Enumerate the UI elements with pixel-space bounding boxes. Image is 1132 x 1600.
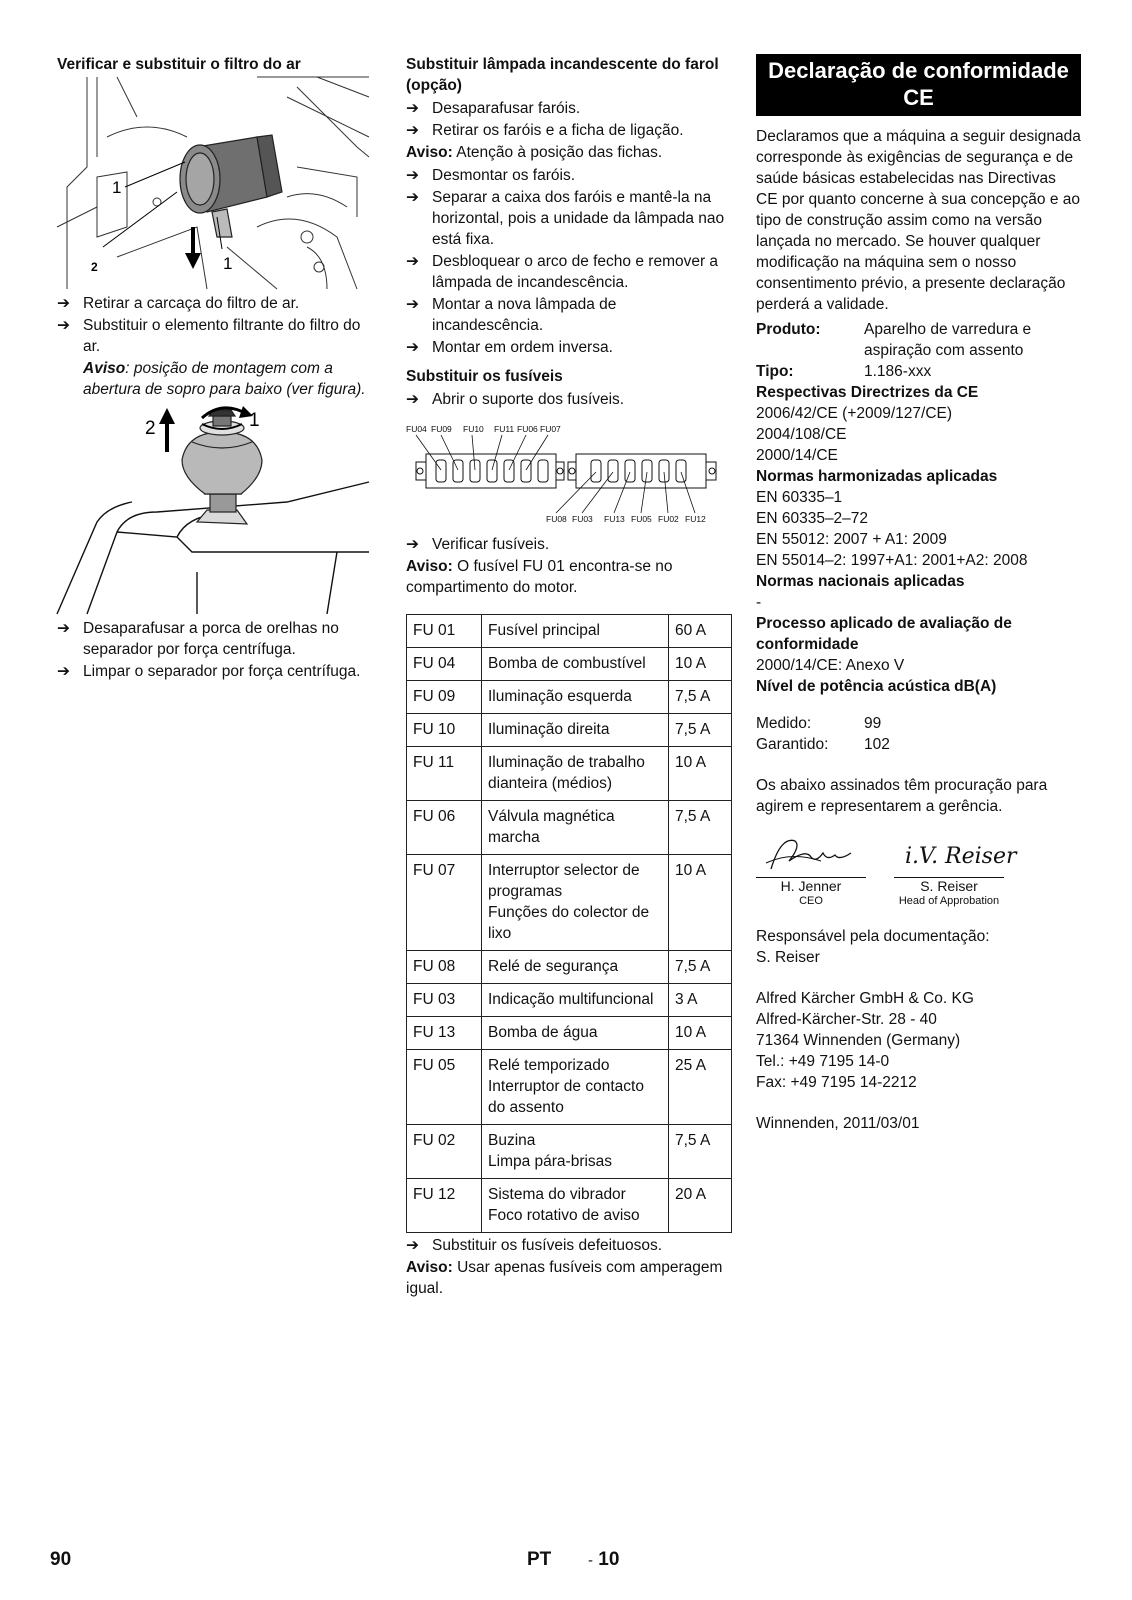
step-reassemble: ➔ Montar em ordem inversa. — [406, 339, 613, 356]
signature-reiser — [894, 831, 1017, 908]
step-dismount-headlights: ➔ Desmontar os faróis. — [406, 167, 575, 184]
arrow-right-icon: ➔ — [406, 167, 419, 184]
fuse-amperage: 7,5 A — [669, 1125, 732, 1179]
air-filter-heading: Verificar e substituir o filtro do ar — [57, 56, 301, 73]
signer1-role: CEO — [799, 895, 823, 907]
fuse-row — [407, 615, 732, 648]
product-label: Produto: — [756, 321, 821, 338]
step-replace-defective-fuses: ➔ Substituir os fusíveis defeituosos. — [406, 1237, 663, 1254]
fig1-label-1a: 1 — [112, 178, 122, 197]
fuse-description-line: Iluminação esquerda — [488, 688, 632, 705]
fuse-id: FU 09 — [407, 681, 482, 714]
measured-label: Medido: — [756, 715, 812, 732]
arrow-right-icon: ➔ — [57, 663, 70, 680]
fuse-id: FU 02 — [407, 1125, 482, 1179]
fuse-label-top-4: FU06 — [517, 424, 538, 434]
step-open-fuse-holder: ➔ Abrir o suporte dos fusíveis. — [406, 391, 625, 408]
arrow-right-icon: ➔ — [57, 317, 70, 334]
fuse-description-line: Iluminação direita — [488, 721, 610, 738]
fig1-label-2: 2 — [91, 260, 98, 274]
signature-jenner — [756, 831, 866, 908]
fuse-label-bottom-0: FU08 — [546, 514, 567, 524]
fuse-amperage: 3 A — [669, 984, 732, 1017]
directive-item: 2004/108/CE — [756, 426, 847, 443]
fuse-id: FU 12 — [407, 1179, 482, 1233]
documentation-name: S. Reiser — [756, 949, 820, 966]
signers-text: Os abaixo assinados têm procuração para agirem e representarem a gerência. — [756, 777, 1048, 815]
air-filter-figure — [57, 77, 369, 289]
type-row — [756, 361, 1081, 382]
arrow-right-icon: ➔ — [406, 391, 419, 408]
fuse-description — [482, 801, 669, 855]
language-code: PT — [527, 1549, 552, 1570]
fuse-table — [406, 614, 732, 1233]
fuse-description-line: Indicação multifuncional — [488, 991, 654, 1008]
step-unscrew-wing-nut: ➔ Desaparafusar a porca de orelhas no separador por força centrífuga. — [57, 620, 339, 658]
fuse-description-line: Iluminação de trabalho dianteira (médios) — [488, 754, 645, 792]
fuse-amperage: 7,5 A — [669, 801, 732, 855]
fuse-id: FU 07 — [407, 855, 482, 951]
headlamp-heading: Substituir lâmpada incandescente do farol (opção) — [406, 56, 719, 94]
address-line: Tel.: +49 7195 14-0 — [756, 1053, 890, 1070]
fuse-description-line: Válvula magnética marcha — [488, 808, 615, 846]
fuse-id: FU 04 — [407, 648, 482, 681]
step-unscrew-headlights: ➔ Desaparafusar faróis. — [406, 100, 581, 117]
process-value: 2000/14/CE: Anexo V — [756, 657, 905, 674]
signer2-role: Head of Approbation — [898, 895, 1000, 907]
fuse-label-top-5: FU07 — [540, 424, 561, 434]
fuse-description-line: Bomba de combustível — [488, 655, 646, 672]
fuse-id: FU 05 — [407, 1050, 482, 1125]
directives-heading: Respectivas Directrizes da CE — [756, 384, 979, 401]
fuse-label-bottom-5: FU12 — [685, 514, 706, 524]
page-number: 90 — [50, 1549, 72, 1570]
fuse-id: FU 08 — [407, 951, 482, 984]
guaranteed-value: 102 — [864, 736, 890, 753]
svg-text:i.V. Reiser: i.V. Reiser — [905, 844, 1017, 869]
fuse-amperage: 60 A — [669, 615, 732, 648]
guaranteed-row — [756, 734, 1081, 755]
fuse-amperage: 10 A — [669, 855, 732, 951]
fuse-description-line: Relé de segurança — [488, 958, 619, 975]
page-footer — [0, 1549, 1132, 1579]
jenner-signature-scribble — [761, 831, 861, 873]
arrow-right-icon: ➔ — [406, 189, 419, 206]
fuse-description-line: Buzina — [488, 1132, 536, 1149]
fuse-id: FU 06 — [407, 801, 482, 855]
fuse-description-line: Sistema do vibrador — [488, 1186, 626, 1203]
fuse-description — [482, 1017, 669, 1050]
fuse-amperage: 7,5 A — [669, 951, 732, 984]
fuse-label-bottom-3: FU05 — [631, 514, 652, 524]
fuse-description-line: Relé temporizado — [488, 1057, 610, 1074]
signer1-name: H. Jenner — [756, 877, 866, 894]
fuse-row — [407, 951, 732, 984]
arrow-right-icon: ➔ — [406, 536, 419, 553]
separator-figure — [57, 402, 369, 614]
product-value: Aparelho de varredura e aspiração com assento — [864, 321, 1032, 359]
guaranteed-label: Garantido: — [756, 736, 829, 753]
fuse-description-line: Bomba de água — [488, 1024, 598, 1041]
amperage-note: Aviso: Usar apenas fusíveis com amperagem igual. — [406, 1259, 723, 1297]
fuse-row — [407, 1125, 732, 1179]
fuse-description-line: Limpa pára-brisas — [488, 1153, 613, 1170]
fuse-row — [407, 1179, 732, 1233]
arrow-right-icon: ➔ — [406, 339, 419, 356]
national-value: - — [756, 594, 762, 611]
declaration-title: Declaração de conformidade CE — [756, 54, 1081, 116]
fuse-description — [482, 648, 669, 681]
fuse-row — [407, 801, 732, 855]
fuse-description-line: Interruptor selector de programas — [488, 862, 640, 900]
fig1-label-1b: 1 — [223, 254, 233, 273]
fuse-row — [407, 1017, 732, 1050]
fuse-amperage: 10 A — [669, 1017, 732, 1050]
product-row — [756, 319, 1081, 361]
arrow-right-icon: ➔ — [406, 100, 419, 117]
step-check-fuses: ➔ Verificar fusíveis. — [406, 536, 550, 553]
process-heading: Processo aplicado de avaliação de conformidade — [756, 615, 1012, 653]
plug-position-note: Aviso: Atenção à posição das fichas. — [406, 144, 663, 161]
fuse-row — [407, 747, 732, 801]
harmonized-item: EN 60335–1 — [756, 489, 843, 506]
fuse-description — [482, 747, 669, 801]
fuse-description — [482, 714, 669, 747]
fuses-heading: Substituir os fusíveis — [406, 368, 563, 385]
column-left — [57, 54, 375, 683]
arrow-right-icon: ➔ — [57, 620, 70, 637]
harmonized-item: EN 55012: 2007 + A1: 2009 — [756, 531, 947, 548]
fuse-description-line: Funções do colector de lixo — [488, 904, 650, 942]
step-remove-headlights: ➔ Retirar os faróis e a ficha de ligação. — [406, 122, 684, 139]
documentation-label: Responsável pela documentação: — [756, 928, 990, 945]
fuse-description — [482, 1050, 669, 1125]
directive-item: 2006/42/CE (+2009/127/CE) — [756, 405, 953, 422]
national-heading: Normas nacionais aplicadas — [756, 573, 965, 590]
fuse-amperage: 7,5 A — [669, 714, 732, 747]
declaration-intro: Declaramos que a máquina a seguir designada corresponde às exigências de segurança e de saúde básicas estabelecidas nas Directivas CE por quanto concerne à sua concepção e ao tipo de construção assim como na versão lançada no mercado. Se houver qualquer modificação na máquina sem o nosso consentimento prévio, a presente declaração perderá a validade. — [756, 128, 1081, 313]
harmonized-item: EN 55014–2: 1997+A1: 2001+A2: 2008 — [756, 552, 1028, 569]
step-mount-new-bulb: ➔ Montar a nova lâmpada de incandescência. — [406, 296, 617, 334]
fuse-label-bottom-2: FU13 — [604, 514, 625, 524]
fuse-amperage: 20 A — [669, 1179, 732, 1233]
fuse-row — [407, 681, 732, 714]
fuse-label-top-0: FU04 — [406, 424, 427, 434]
arrow-right-icon: ➔ — [57, 295, 70, 312]
column-right — [756, 54, 1081, 1134]
fuse-row — [407, 855, 732, 951]
fuse-amperage: 25 A — [669, 1050, 732, 1125]
fuse-description — [482, 1125, 669, 1179]
step-remove-filter-housing: ➔ Retirar a carcaça do filtro de ar. — [57, 295, 300, 312]
fuse-amperage: 10 A — [669, 648, 732, 681]
fuse-label-top-1: FU09 — [431, 424, 452, 434]
fuse-label-top-2: FU10 — [463, 424, 484, 434]
address-line: Alfred-Kärcher-Str. 28 - 40 — [756, 1011, 937, 1028]
fuse-description — [482, 855, 669, 951]
fuse-description-line: Fusível principal — [488, 622, 600, 639]
step-clean-separator: ➔ Limpar o separador por força centrífuga. — [57, 663, 361, 680]
step-replace-filter-element: ➔ Substituir o elemento filtrante do filtro do ar. — [57, 317, 361, 355]
fuse-description — [482, 1179, 669, 1233]
column-middle — [406, 54, 731, 1301]
fuse-description — [482, 615, 669, 648]
place-date: Winnenden, 2011/03/01 — [756, 1115, 920, 1132]
fuse-amperage: 7,5 A — [669, 681, 732, 714]
fuse-description — [482, 681, 669, 714]
section-page: - 10 — [588, 1549, 620, 1570]
fuse-amperage: 10 A — [669, 747, 732, 801]
signer2-name: S. Reiser — [894, 877, 1004, 894]
fuse-id: FU 11 — [407, 747, 482, 801]
measured-value: 99 — [864, 715, 882, 732]
fu01-note: Aviso: O fusível FU 01 encontra-se no compartimento do motor. — [406, 558, 673, 596]
measured-row — [756, 713, 1081, 734]
arrow-right-icon: ➔ — [406, 253, 419, 270]
reiser-signature-scribble — [899, 831, 1017, 873]
fig2-label-1: 1 — [249, 410, 260, 431]
address-line: Fax: +49 7195 14-2212 — [756, 1074, 917, 1091]
arrow-right-icon: ➔ — [406, 122, 419, 139]
fuse-id: FU 03 — [407, 984, 482, 1017]
fuse-id: FU 10 — [407, 714, 482, 747]
address-line: Alfred Kärcher GmbH & Co. KG — [756, 990, 974, 1007]
fuse-row — [407, 1050, 732, 1125]
fuse-holder-figure — [406, 418, 724, 528]
fuse-description — [482, 984, 669, 1017]
address-line: 71364 Winnenden (Germany) — [756, 1032, 961, 1049]
harmonized-heading: Normas harmonizadas aplicadas — [756, 468, 998, 485]
signatures — [756, 831, 1081, 908]
arrow-right-icon: ➔ — [406, 1237, 419, 1254]
fuse-row — [407, 984, 732, 1017]
fuse-label-bottom-1: FU03 — [572, 514, 593, 524]
fuse-row — [407, 648, 732, 681]
directive-item: 2000/14/CE — [756, 447, 838, 464]
type-value: 1.186-xxx — [864, 363, 932, 380]
harmonized-item: EN 60335–2–72 — [756, 510, 869, 527]
sound-heading: Nível de potência acústica dB(A) — [756, 678, 997, 695]
mounting-note: Aviso: posição de montagem com a abertura de sopro para baixo (ver figura). — [83, 360, 366, 398]
type-label: Tipo: — [756, 363, 794, 380]
fuse-label-bottom-4: FU02 — [658, 514, 679, 524]
fuse-description — [482, 951, 669, 984]
fuse-label-top-3: FU11 — [494, 424, 515, 434]
fuse-id: FU 13 — [407, 1017, 482, 1050]
fuse-description-line: Interruptor de contacto do assento — [488, 1078, 644, 1116]
fig2-label-2: 2 — [145, 418, 156, 439]
fuse-description-line: Foco rotativo de aviso — [488, 1207, 640, 1224]
step-unlock-clip: ➔ Desbloquear o arco de fecho e remover a lâmpada de incandescência. — [406, 253, 719, 291]
step-separate-housing: ➔ Separar a caixa dos faróis e mantê-la na horizontal, pois a unidade da lâmpada nao está fixa. — [406, 189, 725, 248]
fuse-row — [407, 714, 732, 747]
arrow-right-icon: ➔ — [406, 296, 419, 313]
fuse-id: FU 01 — [407, 615, 482, 648]
